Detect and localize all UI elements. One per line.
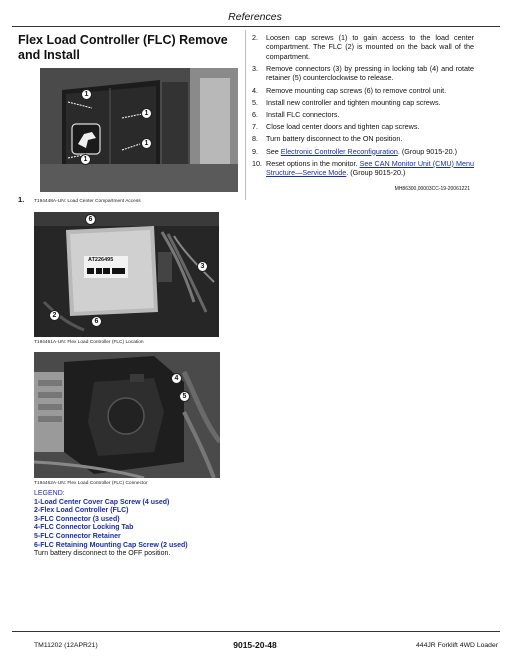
step-pre-text: See: [266, 146, 281, 156]
step-number: 3.: [252, 64, 258, 74]
callout-1: 1: [80, 154, 91, 165]
photo-load-center-compartment: [40, 68, 238, 192]
callout-5: 5: [179, 391, 190, 402]
step-number: 4.: [252, 85, 258, 95]
photo-flc-connector: [34, 352, 220, 478]
step-8: [252, 134, 474, 143]
step-text: Remove connectors (3) by pressing in locking tab (4) and rotate retainer (5) counterclockwise to release.: [266, 64, 474, 83]
callout-1: 1: [81, 89, 92, 100]
step-text: Install new controller and tighten mounting cap screws.: [266, 97, 441, 107]
callout-1: 1: [141, 138, 152, 149]
callout-3: 3: [197, 261, 208, 272]
step-number: 5.: [252, 97, 258, 107]
footer-model-name: 444JR Forklift 4WD Loader: [416, 642, 498, 649]
column-divider: [245, 30, 246, 200]
footer-page-number: 9015-20-48: [233, 640, 277, 650]
callout-2: 2: [49, 310, 60, 321]
step-text: Loosen cap screws (1) to gain access to the load center compartment. The FLC (2) is mounted on the back wall of the compartment.: [266, 33, 474, 61]
step-number: 2.: [252, 33, 258, 42]
step-number: 9.: [252, 146, 258, 156]
page-header-title: References: [228, 11, 282, 23]
caption-flc-connector: T194462A-UN: Flex Load Controller (FLC) Connector: [34, 481, 148, 486]
legend-item: 1-Load Center Cover Cap Screw (4 used): [34, 498, 170, 506]
procedure-steps: [252, 33, 474, 180]
legend-item: 4-FLC Connector Locking Tab: [34, 524, 134, 532]
step-5: [252, 98, 474, 107]
step-number: 8.: [252, 134, 258, 144]
figure-legend: [34, 490, 188, 559]
step-post-text: . (Group 9015-20.): [397, 146, 457, 156]
step-text: [266, 147, 474, 156]
legend-item: 5-FLC Connector Retainer: [34, 532, 121, 540]
header-rule: [12, 26, 500, 27]
step-text: Turn battery disconnect to the ON position.: [266, 134, 403, 144]
battery-disconnect-note: Turn battery disconnect to the OFF position.: [34, 550, 171, 558]
electronic-controller-reconfiguration-link[interactable]: Electronic Controller Reconfiguration: [280, 146, 398, 156]
callout-6: 6: [85, 214, 96, 225]
footer-manual-id: TM11202 (12APR21): [34, 642, 98, 649]
step-9: [252, 147, 474, 156]
legend-title: LEGEND:: [34, 490, 65, 497]
step-10: [252, 159, 474, 178]
step-number: 7.: [252, 122, 258, 132]
step-4: [252, 86, 474, 95]
load-center-illustration: [40, 68, 238, 192]
part-number-label: AT226495: [88, 257, 114, 263]
step-post-text: . (Group 9015-20.): [346, 168, 406, 178]
legend-item: 3-FLC Connector (3 used): [34, 515, 120, 523]
caption-flc-location: T194461A-UN: Flex Load Controller (FLC) Location: [34, 340, 144, 345]
step-6: [252, 110, 474, 119]
step-number: 6.: [252, 110, 258, 120]
photo-flc-location: [34, 212, 219, 337]
figure-number: 1.: [18, 195, 25, 204]
step-3: [252, 64, 474, 83]
step-text: Close load center doors and tighten cap screws.: [266, 122, 420, 132]
footer-rule: [12, 631, 500, 632]
callout-6: 6: [91, 316, 102, 327]
step-7: [252, 122, 474, 131]
step-number: 10.: [252, 158, 262, 168]
legend-item: 2-Flex Load Controller (FLC): [34, 507, 129, 515]
caption-load-center: T194448A-UN: Load Center Compartment Access: [34, 199, 141, 204]
step-2: [252, 33, 474, 61]
flc-connector-illustration: [34, 352, 220, 478]
section-title: Flex Load Controller (FLC) Remove and Install: [18, 33, 228, 62]
can-monitor-menu-structure-link[interactable]: See CAN Monitor Unit (CMU) Menu Structure—Service Mode: [266, 158, 474, 178]
step-text: [266, 159, 474, 178]
reference-code: MH86300,00003CC-19-20061221: [394, 186, 470, 192]
step-text: Install FLC connectors.: [266, 110, 340, 120]
callout-4: 4: [171, 373, 182, 384]
legend-item: 6-FLC Retaining Mounting Cap Screw (2 used): [34, 541, 188, 549]
callout-1: 1: [141, 108, 152, 119]
step-pre-text: Reset options in the monitor.: [266, 158, 360, 168]
flc-location-illustration: [34, 212, 219, 337]
barcode-icon: [87, 268, 125, 274]
step-text: Remove mounting cap screws (6) to remove control unit.: [266, 85, 447, 95]
deer-logo-icon: [72, 124, 100, 154]
